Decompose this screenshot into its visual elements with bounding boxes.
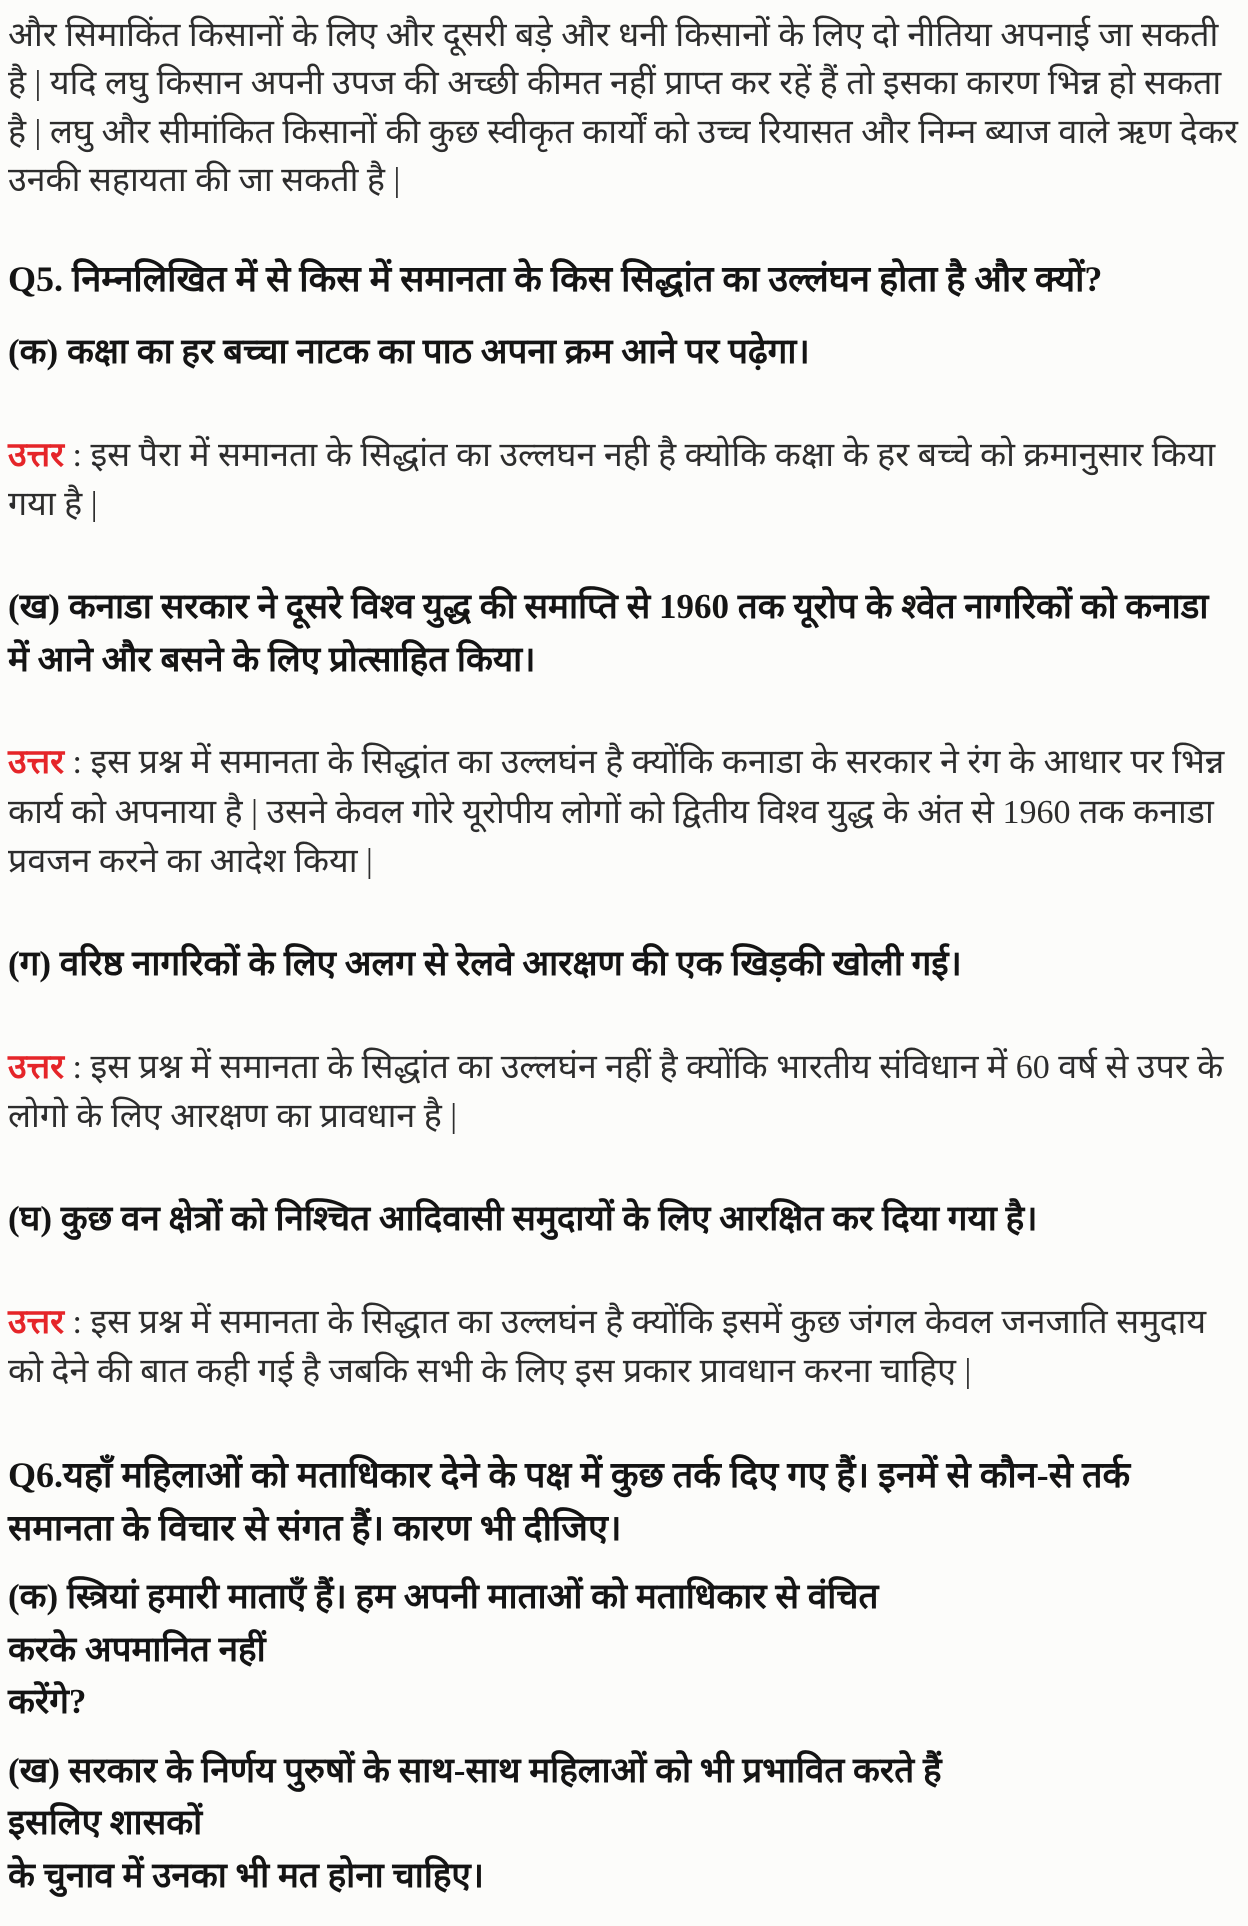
q6-part-a <box>8 1571 1238 1729</box>
q6-part-b <box>8 1745 1238 1903</box>
q5-part-c-answer <box>8 1043 1238 1142</box>
answer-label: उत्तर <box>8 1303 65 1341</box>
q6-heading: Q6.यहाँ महिलाओं को मताधिकार देने के पक्ष में कुछ तर्क दिए गए हैं। इनमें से कौन-से तर्क समानता के विचार से संगत हैं। कारण भी दीजिए। <box>8 1454 1131 1548</box>
q6-part-a-line: (क) स्त्रियां हमारी माताएँ हैं। हम अपनी माताओं को मताधिकार से वंचित <box>8 1577 879 1617</box>
q5-part-a-question: (क) कक्षा का हर बच्चा नाटक का पाठ अपना क्रम आने पर पढ़ेगा। <box>8 332 810 372</box>
q6-part-b-line: इसलिए शासकों <box>8 1803 203 1843</box>
q5-part-d-answer <box>8 1298 1238 1397</box>
q5-heading: Q5. निम्नलिखित में से किस में समानता के किस सिद्धांत का उल्लंघन होता है और क्यों? <box>8 259 1103 300</box>
q5-part-b-answer <box>8 738 1238 886</box>
q5-part-c-question: (ग) वरिष्ठ नागरिकों के लिए अलग से रेलवे आरक्षण की एक खिड़की खोली गई। <box>8 944 962 984</box>
answer-label: उत्तर <box>8 436 65 474</box>
intro-paragraph: और सिमाकिंत किसानों के लिए और दूसरी बड़े और धनी किसानों के लिए दो नीतिया अपनाई जा सकती है | यदि लघु किसान अपनी उपज की अच्छी कीमत नहीं प्राप्त कर रहें हैं तो इसका कारण भिन्न हो सकता है | लघु और सीमांकित किसानों की कुछ स्वीकृत कार्यों को उच्च रियासत और निम्न ब्याज वाले ऋण देकर उनकी सहायता की जा सकती है | <box>8 17 1238 199</box>
q6-part-a-line: करेंगे? <box>8 1682 87 1722</box>
q6-part-b-line: (ख) सरकार के निर्णय पुरुषों के साथ-साथ महिलाओं को भी प्रभावित करते हैं <box>8 1750 942 1790</box>
answer-label: उत्तर <box>8 1048 65 1086</box>
q5-part-b-question: (ख) कनाडा सरकार ने दूसरे विश्व युद्ध की समाप्ति से 1960 तक यूरोप के श्वेत नागरिकों को कनाडा में आने और बसने के लिए प्रोत्साहित किया। <box>8 587 1209 679</box>
q5-part-d-question: (घ) कुछ वन क्षेत्रों को निश्चित आदिवासी समुदायों के लिए आरक्षित कर दिया गया है। <box>8 1199 1038 1239</box>
answer-text: : इस प्रश्न में समानता के सिद्धांत का उल्लघंन नहीं है क्योंकि भारतीय संविधान में 60 वर्ष से उपर के लोगो के लिए आरक्षण का प्रावधान है | <box>8 1048 1224 1136</box>
q6-part-a-line: करके अपमानित नहीं <box>8 1629 266 1669</box>
answer-text: : इस प्रश्न में समानता के सिद्धांत का उल्लघंन है क्योंकि कनाडा के सरकार ने रंग के आधार पर भिन्न कार्य को अपनाया है | उसने केवल गोरे यूरोपीय लोगों को द्वितीय विश्व युद्ध के अंत से 1960 तक कनाडा प्रवजन करने का आदेश किया | <box>8 744 1225 881</box>
answer-label: उत्तर <box>8 744 65 782</box>
q6-part-b-line: के चुनाव में उनका भी मत होना चाहिए। <box>8 1855 485 1895</box>
q5-part-a-answer <box>8 431 1238 530</box>
answer-text: : इस प्रश्न में समानता के सिद्धात का उल्लघंन है क्योंकि इसमें कुछ जंगल केवल जनजाति समुदाय को देने की बात कही गई है जबकि सभी के लिए इस प्रकार प्रावधान करना चाहिए | <box>8 1303 1207 1391</box>
answer-text: : इस पैरा में समानता के सिद्धांत का उल्लघन नही है क्योकि कक्षा के हर बच्चे को क्रमानुसार किया गया है | <box>8 436 1216 524</box>
